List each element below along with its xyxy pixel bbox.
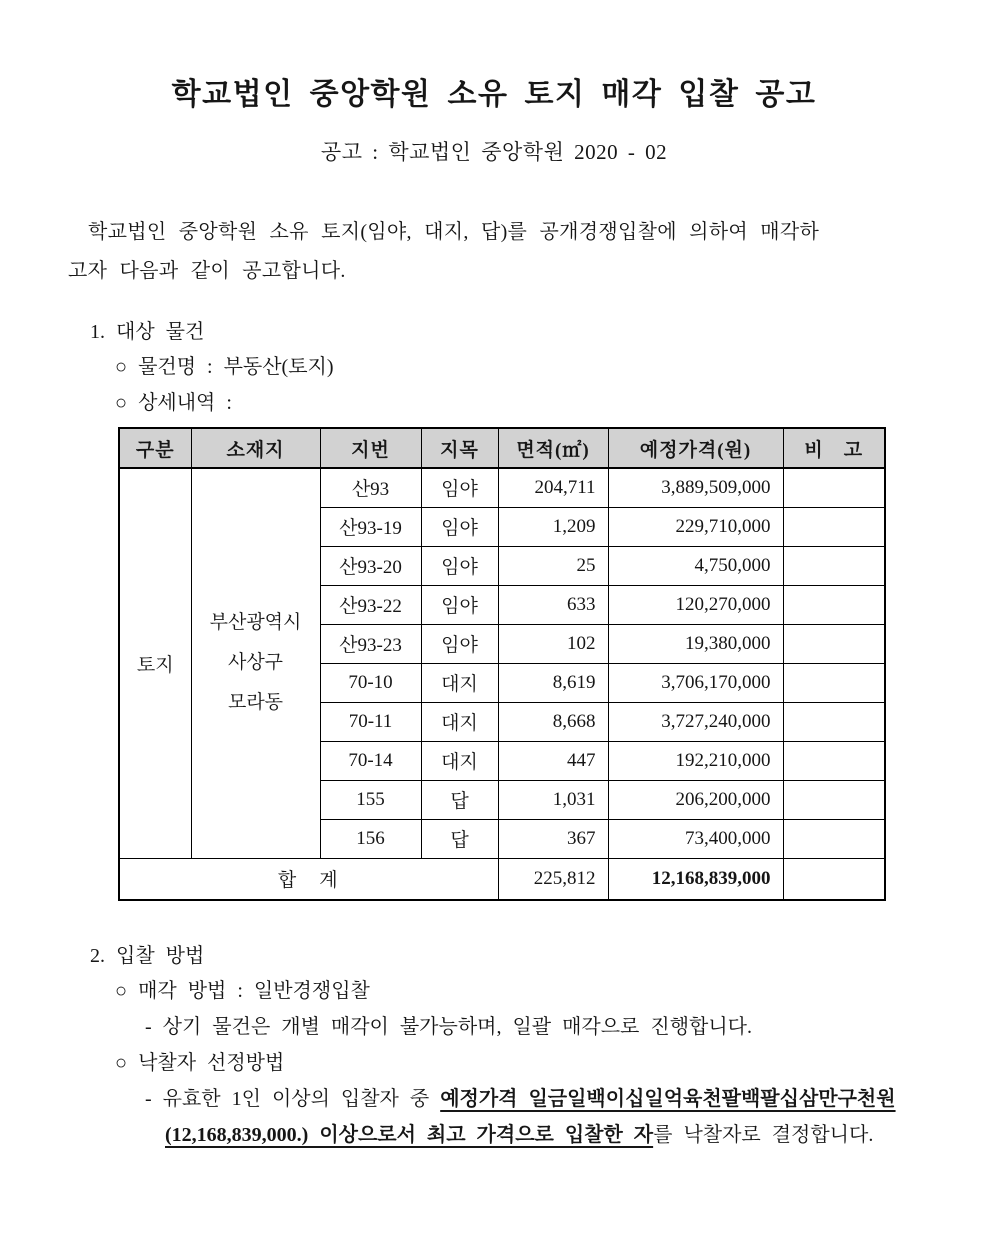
land-type-cell: 대지	[421, 741, 498, 780]
intro-line-2: 고자 다음과 같이 공고합니다.	[68, 260, 346, 282]
bullet-details: ○ 상세내역 :	[115, 392, 232, 414]
table-row	[119, 468, 885, 507]
price-cell: 206,200,000	[608, 780, 783, 819]
area-cell: 8,619	[498, 663, 608, 702]
announcement-number: 공고 : 학교법인 중앙학원 2020 - 02	[320, 140, 668, 164]
location-cell	[191, 468, 320, 858]
location-line: 모라동	[227, 692, 284, 714]
price-cell: 73,400,000	[608, 819, 783, 858]
column-header: 지번	[320, 428, 421, 468]
total-note-cell	[783, 858, 885, 900]
column-header: 지목	[421, 428, 498, 468]
land-type-cell: 임야	[421, 468, 498, 507]
area-cell: 367	[498, 819, 608, 858]
price-cell: 229,710,000	[608, 507, 783, 546]
area-cell: 1,209	[498, 507, 608, 546]
column-header: 비 고	[783, 428, 885, 468]
area-cell: 633	[498, 585, 608, 624]
price-cell: 3,706,170,000	[608, 663, 783, 702]
column-header: 면적(㎡)	[498, 428, 608, 468]
total-label-cell: 합 계	[119, 858, 498, 900]
section1-heading: 1. 대상 물건	[90, 321, 205, 343]
lot-number-cell: 156	[320, 819, 421, 858]
price-cell: 3,727,240,000	[608, 702, 783, 741]
lot-number-cell: 산93-22	[320, 585, 421, 624]
bullet-property-name: ○ 물건명 : 부동산(토지)	[115, 356, 334, 378]
land-parcel-table	[118, 427, 886, 901]
note-cell	[783, 624, 885, 663]
document-page	[0, 76, 988, 1241]
note-cell	[783, 741, 885, 780]
location-line: 사상구	[227, 652, 284, 674]
criteria-emphasis: 예정가격 일금일백이십일억육천팔백팔십삼만구천원(12,168,839,000.) 이상으로서 최고 가격으로 입찰한 자	[165, 1088, 896, 1146]
column-header: 소재지	[191, 428, 320, 468]
note-cell	[783, 819, 885, 858]
area-cell: 447	[498, 741, 608, 780]
bullet-winner-selection: ○ 낙찰자 선정방법	[115, 1052, 285, 1074]
area-cell: 1,031	[498, 780, 608, 819]
lot-number-cell: 70-11	[320, 702, 421, 741]
land-type-cell: 임야	[421, 585, 498, 624]
price-cell: 4,750,000	[608, 546, 783, 585]
lot-number-cell: 산93-19	[320, 507, 421, 546]
category-cell: 토지	[119, 468, 191, 858]
note-cell	[783, 507, 885, 546]
section2-heading: 2. 입찰 방법	[90, 945, 205, 967]
note-cell	[783, 546, 885, 585]
column-header: 예정가격(원)	[608, 428, 783, 468]
lot-number-cell: 산93-23	[320, 624, 421, 663]
page-title: 학교법인 중앙학원 소유 토지 매각 입찰 공고	[171, 78, 817, 111]
land-type-cell: 임야	[421, 546, 498, 585]
lot-number-cell: 155	[320, 780, 421, 819]
area-cell: 25	[498, 546, 608, 585]
land-type-cell: 임야	[421, 624, 498, 663]
price-cell: 192,210,000	[608, 741, 783, 780]
land-type-cell: 대지	[421, 663, 498, 702]
area-cell: 204,711	[498, 468, 608, 507]
area-cell: 8,668	[498, 702, 608, 741]
criteria-suffix: 를 낙찰자로 결정합니다.	[653, 1124, 874, 1146]
note-cell	[783, 585, 885, 624]
land-type-cell: 임야	[421, 507, 498, 546]
lot-number-cell: 70-10	[320, 663, 421, 702]
total-area-cell: 225,812	[498, 858, 608, 900]
lot-number-cell: 70-14	[320, 741, 421, 780]
table-total-row	[119, 858, 885, 900]
total-price-cell: 12,168,839,000	[608, 858, 783, 900]
sub-item-lump-sum: - 상기 물건은 개별 매각이 불가능하며, 일괄 매각으로 진행합니다.	[145, 1016, 752, 1038]
note-cell	[783, 468, 885, 507]
land-type-cell: 대지	[421, 702, 498, 741]
price-cell: 120,270,000	[608, 585, 783, 624]
column-header: 구분	[119, 428, 191, 468]
criteria-prefix: - 유효한 1인 이상의 입찰자 중	[145, 1088, 441, 1110]
sub-item-winner-criteria	[145, 1081, 926, 1153]
land-type-cell: 답	[421, 819, 498, 858]
price-cell: 19,380,000	[608, 624, 783, 663]
lot-number-cell: 산93-20	[320, 546, 421, 585]
lot-number-cell: 산93	[320, 468, 421, 507]
note-cell	[783, 780, 885, 819]
land-type-cell: 답	[421, 780, 498, 819]
bullet-sale-method: ○ 매각 방법 : 일반경쟁입찰	[115, 980, 370, 1002]
location-line: 부산광역시	[209, 612, 302, 634]
table-header-row	[119, 428, 885, 468]
note-cell	[783, 702, 885, 741]
area-cell: 102	[498, 624, 608, 663]
note-cell	[783, 663, 885, 702]
table-body	[119, 468, 885, 900]
price-cell: 3,889,509,000	[608, 468, 783, 507]
intro-line-1: 학교법인 중앙학원 소유 토지(임야, 대지, 답)를 공개경쟁입찰에 의하여 매각하	[88, 221, 820, 243]
